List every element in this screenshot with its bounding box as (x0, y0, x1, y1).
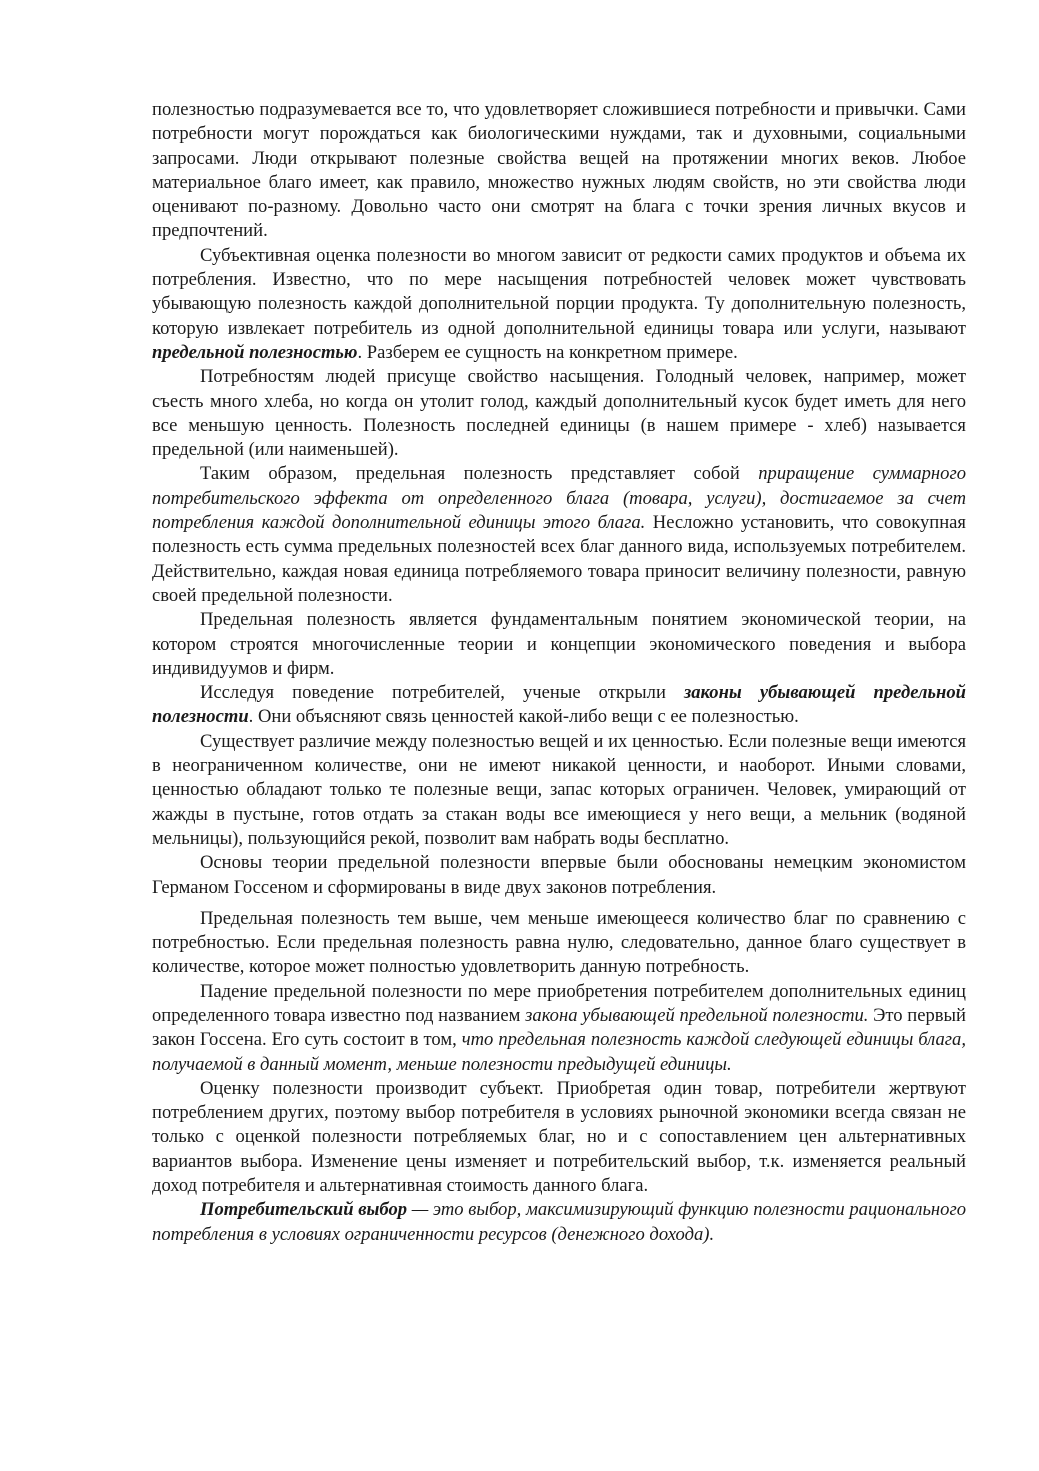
paragraph-10 (152, 980, 966, 1077)
definition-consumer-choice: — это выбор, максимизирующий функцию полезности рационального потребления в условиях ограниченности ресурсов (денежного дохода). (152, 1199, 966, 1245)
paragraph-4 (152, 462, 966, 608)
paragraph-text: Исследуя поведение потребителей, ученые открыли (200, 682, 684, 704)
paragraph-text: Субъективная оценка полезности во многом зависит от редкости самих продуктов и объема их потребления. Известно, что по мере насыщения потребностей человек может чувствовать убывающую полезность каждой дополнительной порции продукта. Ту дополнительную полезность, которую извлекает потребитель из одной дополнительной единицы товара или услуги, называют (152, 244, 966, 339)
paragraph-9 (152, 907, 966, 980)
paragraph-8 (152, 851, 966, 900)
paragraph-text: полезностью подразумевается все то, что удовлетворяет сложившиеся потребности и привычки. Сами потребности могут порождаться как биологическими нуждами, так и духовными, социальными запросами. Люди открывают полезные свойства вещей на протяжении многих веков. Любое материальное благо имеет, как правило, множество нужных людям свойств, но эти свойства люди оценивают по-разному. Довольно часто они смотрят на блага с точки зрения личных вкусов и предпочтений. (152, 99, 966, 242)
paragraph-12 (152, 1198, 966, 1247)
paragraph-text: Потребностям людей присуще свойство насыщения. Голодный человек, например, может съесть много хлеба, но когда он утолит голод, каждый дополнительный кусок будет иметь для него все меньшую ценность. Полезность последней единицы (в нашем примере - хлеб) называется предельной (или наименьшей). (152, 366, 966, 461)
definition-marginal-utility: приращение суммарного потребительского эффекта от определенного блага (товара, услуги), достигаемое за счет потребления каждой дополнительной единицы этого блага. (152, 463, 966, 534)
paragraph-7 (152, 730, 966, 851)
term-diminishing-laws: законы убывающей предельной полезности (152, 682, 966, 728)
term-consumer-choice: Потребительский выбор (200, 1199, 408, 1221)
document-page (152, 98, 966, 1247)
paragraph-text: . Они объясняют связь ценностей какой-либо вещи с ее полезностью. (248, 706, 799, 728)
paragraph-1 (152, 98, 966, 244)
term-marginal-utility: предельной полезностью (152, 341, 358, 363)
paragraph-text: Оценку полезности производит субъект. Приобретая один товар, потребители жертвуют потреблением других, поэтому выбор потребителя в условиях рыночной экономики всегда связан не только с оценкой полезности потребляемых благ, но и с сопоставлением цен альтернативных вариантов выбора. Изменение цены изменяет и потребительский выбор, т.к. изменяется реальный доход потребителя и альтернативная стоимость данного блага. (152, 1077, 966, 1197)
term-diminishing-law: закона убывающей предельной полезности. (525, 1004, 869, 1026)
paragraph-text: Таким образом, предельная полезность представляет собой (200, 463, 759, 485)
paragraph-text: Предельная полезность является фундаментальным понятием экономической теории, на котором строятся многочисленные теории и концепции экономического поведения и выбора индивидуумов и фирм. (152, 609, 966, 679)
paragraph-text: Существует различие между полезностью вещей и их ценностью. Если полезные вещи имеются в неограниченном количестве, они не имеют никакой ценности, и наоборот. Иными словами, ценностью обладают только те полезные вещи, запас которых ограничен. Человек, умирающий от жажды в пустыне, готов отдать за стакан воды все имеющиеся у него вещи, а мельник (водяной мельницы), пользующийся рекой, позволит вам набрать воды бесплатно. (152, 730, 966, 849)
paragraph-text: Падение предельной полезности по мере приобретения потребителем дополнительных единиц определенного товара известно под названием (152, 980, 966, 1026)
paragraph-text: Несложно установить, что совокупная полезность есть сумма предельных полезностей всех благ данного вида, используемых потребителем. Действительно, каждая новая единица потребляемого товара приносит величину полезности, равную своей предельной полезности. (152, 512, 966, 606)
definition-gossen-law: что предельная полезность каждой следующей единицы блага, получаемой в данный момент, меньше полезности предыдущей единицы. (152, 1029, 966, 1075)
paragraph-text: Это первый закон Госсена. Его суть состоит в том, (152, 1004, 966, 1051)
paragraph-text: Предельная полезность тем выше, чем меньше имеющееся количество благ по сравнению с потребностью. Если предельная полезность равна нулю, следовательно, данное благо существует в количестве, которое может полностью удовлетворить данную потребность. (152, 907, 966, 978)
paragraph-text: Основы теории предельной полезности впервые были обоснованы немецким экономистом Германом Госсеном и сформированы в виде двух законов потребления. (152, 852, 966, 898)
paragraph-6 (152, 681, 966, 730)
paragraph-5 (152, 608, 966, 681)
paragraph-3 (152, 365, 966, 462)
paragraph-2 (152, 244, 966, 365)
paragraph-text: . Разберем ее сущность на конкретном примере. (357, 341, 738, 363)
paragraph-11 (152, 1077, 966, 1198)
